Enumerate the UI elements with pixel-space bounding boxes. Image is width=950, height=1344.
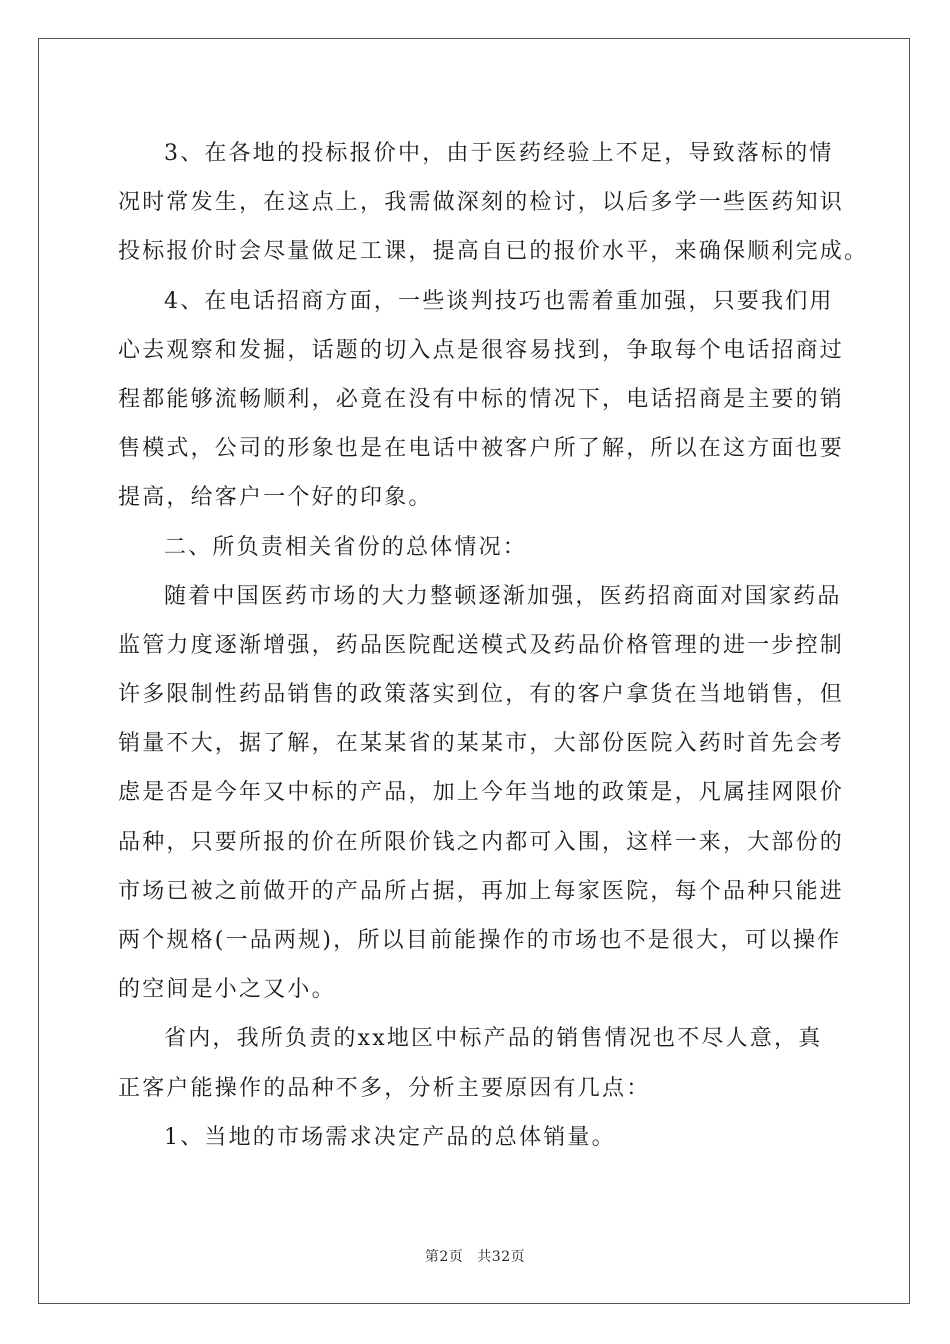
text-line: 售模式，公司的形象也是在电话中被客户所了解，所以在这方面也要 — [118, 436, 845, 462]
text-line: 程都能够流畅顺利，必竟在没有中标的情况下，电话招商是主要的销 — [118, 386, 845, 412]
document-body — [118, 129, 869, 1162]
text-line: 监管力度逐渐增强，药品医院配送模式及药品价格管理的进一步控制 — [118, 632, 845, 658]
text-line: 品种，只要所报的价在所限价钱之内都可入围，这样一来，大部份的 — [118, 829, 845, 855]
text-line: 两个规格(一品两规)，所以目前能操作的市场也不是很大，可以操作 — [118, 928, 842, 953]
text-line: 省内，我所负责的xx地区中标产品的销售情况也不尽人意，真 — [164, 1026, 823, 1052]
text-line: 虑是否是今年又中标的产品，加上今年当地的政策是，凡属挂网限价 — [118, 780, 845, 806]
text-line: 4、在电话招商方面，一些谈判技巧也需着重加强，只要我们用 — [164, 288, 834, 314]
text-line: 许多限制性药品销售的政策落实到位，有的客户拿货在当地销售，但 — [118, 682, 845, 708]
page-total: 共32页 — [477, 1249, 526, 1265]
text-line: 销量不大，据了解，在某某省的某某市，大部份医院入药时首先会考 — [118, 731, 845, 757]
text-line: 的空间是小之又小。 — [118, 977, 336, 1003]
text-line: 3、在各地的投标报价中，由于医药经验上不足，导致落标的情 — [164, 141, 834, 166]
text-line: 正客户能操作的品种不多，分析主要原因有几点： — [118, 1075, 651, 1101]
text-line: 投标报价时会尽量做足工课，提高自已的报价水平，来确保顺利完成。 — [118, 239, 869, 265]
text-line: 随着中国医药市场的大力整顿逐渐加强，医药招商面对国家药品 — [164, 583, 842, 609]
text-line: 提高，给客户一个好的印象。 — [118, 485, 433, 511]
page-footer — [0, 1248, 950, 1266]
text-line: 1、当地的市场需求决定产品的总体销量。 — [164, 1124, 616, 1150]
page-number: 第2页 — [424, 1249, 464, 1265]
text-line: 市场已被之前做开的产品所占据，再加上每家医院，每个品种只能进 — [118, 878, 845, 904]
text-line: 况时常发生，在这点上，我需做深刻的检讨，以后多学一些医药知识 — [118, 190, 845, 216]
text-line: 心去观察和发掘，话题的切入点是很容易找到，争取每个电话招商过 — [118, 337, 845, 363]
section-heading: 二、所负责相关省份的总体情况： — [164, 534, 528, 560]
